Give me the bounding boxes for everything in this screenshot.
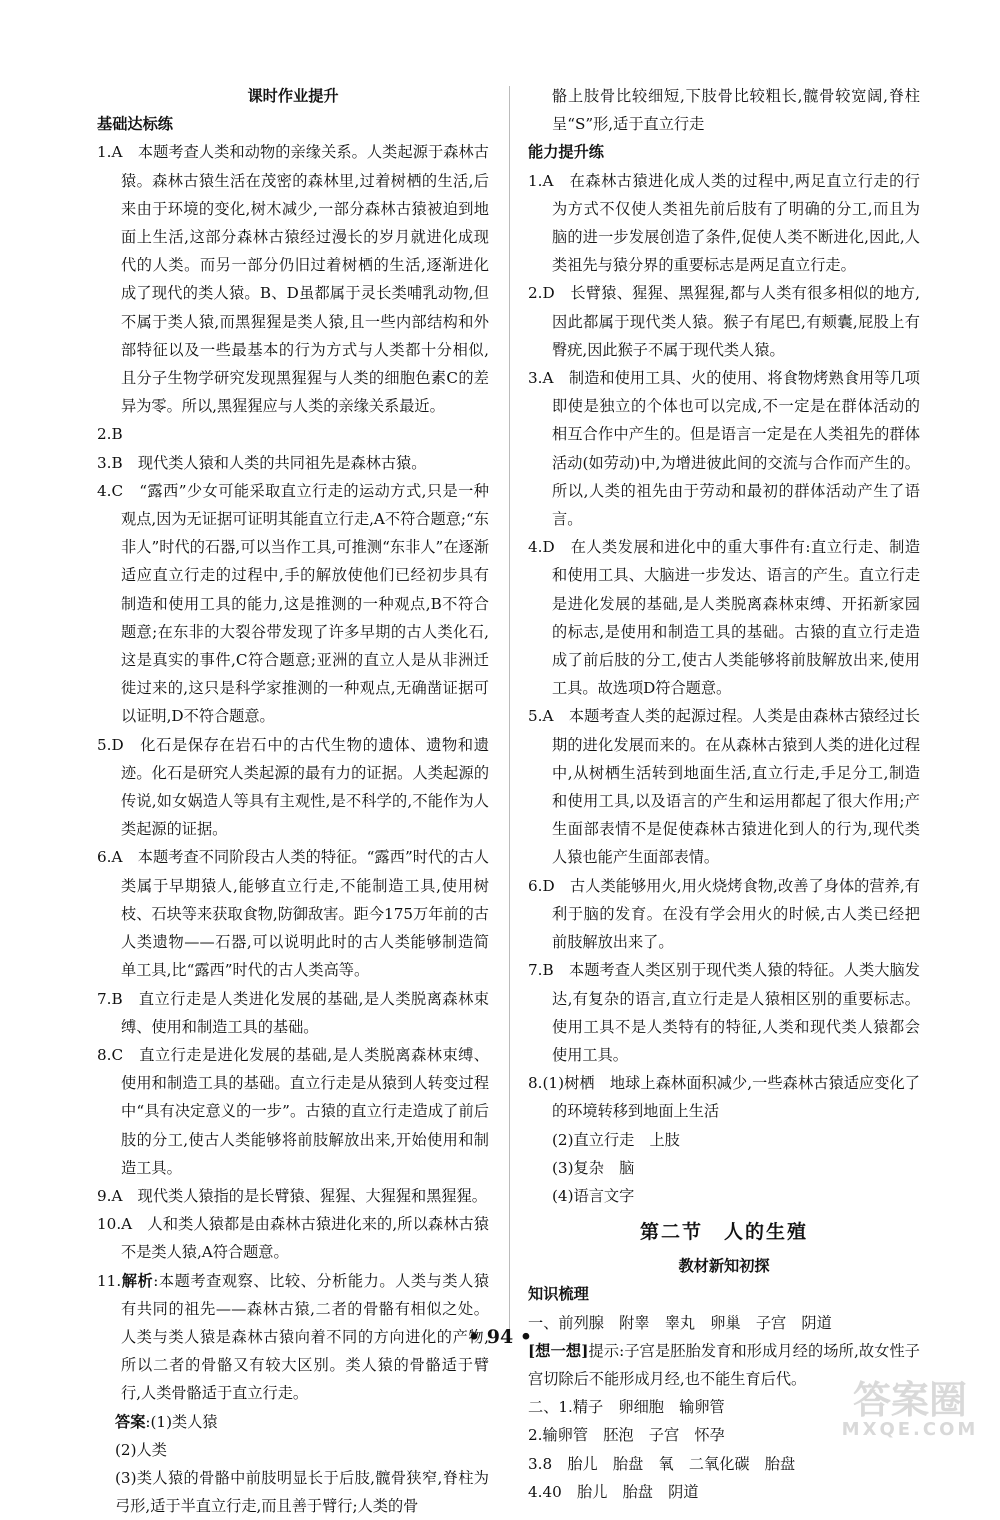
answer-item-6: 6.A 本题考查不同阶段古人类的特征。“露西”时代的古人类属于早期猿人,能够直立行走,不能制造工具,使用树枝、石块等来获取食物,防御敌害。距今175万年前的古人类遗物——石器,可以说明此时的古人类能够制造简单工具,比“露西”时代的古人类高等。 xyxy=(97,848,489,980)
page-number: • 94 • xyxy=(468,1326,532,1348)
right-column xyxy=(528,82,920,1506)
watermark-logo-text: 答案圈 xyxy=(852,1378,967,1422)
ability-item-8-part-3: (3)复杂 脑 xyxy=(552,1158,635,1177)
ability-item-3: 3.A 制造和使用工具、火的使用、将食物烤熟食用等几项即使是独立的个体也可以完成,不一定是在群体活动的相互合作中产生的。但是语言一定是在人类祖先的群体活动(如劳动)中,为增进彼此间的交流与合作而产生的。所以,人类的祖先由于劳动和最初的群体活动产生了语言。 xyxy=(528,369,920,529)
knowledge-line-1: 一、前列腺 附睾 睾丸 卵巢 子宫 阴道 xyxy=(528,1313,832,1332)
answer-11-continued: 骼上肢骨比较细短,下肢骨比较粗长,髋骨较宽阔,脊柱呈“S”形,适于直立行走 xyxy=(552,87,920,134)
ability-item-2: 2.D 长臂猿、猩猩、黑猩猩,都与人类有很多相似的地方,因此都属于现代类人猿。猴子有尾巴,有颊囊,屁股上有臀疣,因此猴子不属于现代类人猿。 xyxy=(528,284,920,359)
knowledge-review-label: 知识梳理 xyxy=(528,1285,589,1304)
left-column xyxy=(97,82,489,1520)
answer-11-part-2: (2)人类 xyxy=(115,1440,167,1459)
homework-title: 课时作业提升 xyxy=(247,87,339,105)
ability-item-5: 5.A 本题考查人类的起源过程。人类是由森林古猿经过长期的进化发展而来的。在从森林古猿到人类的进化过程中,从树栖生活转到地面生活,直立行走,手足分工,制造和使用工具,以及语言的产生和运用都起了很大作用;产生面部表情不是促使森林古猿进化到人的行为,现代类人猿也能产生面部表情。 xyxy=(528,707,920,867)
answer-item-9: 9.A 现代类人猿指的是长臂猿、猩猩、大猩猩和黑猩猩。 xyxy=(97,1186,487,1205)
analysis-label: 解析 xyxy=(121,1271,154,1290)
ability-item-7: 7.B 本题考查人类区别于现代类人猿的特征。人类大脑发达,有复杂的语言,直立行走是人猿相区别的重要标志。使用工具不是人类特有的特征,人类和现代类人猿都会使用工具。 xyxy=(528,961,920,1064)
answer-11-part-1: 答案:(1)类人猿 xyxy=(115,1412,218,1431)
ability-item-8-part-4: (4)语言文字 xyxy=(552,1186,635,1205)
think-text: 提示:子宫是胚胎发育和形成月经的场所,故女性子宫切除后不能形成月经,也不能生育后代。 xyxy=(528,1341,920,1388)
ability-item-8-part-2: (2)直立行走 上肢 xyxy=(552,1130,680,1149)
section-basic-practice: 基础达标练 xyxy=(97,115,173,134)
answer-item-8: 8.C 直立行走是进化发展的基础,是人类脱离森林束缚、使用和制造工具的基础。直立行走是从猿到人转变过程中“具有决定意义的一步”。古猿的直立行走造成了前后肢的分工,使古人类能够将前肢解放出来,开始使用和制造工具。 xyxy=(97,1045,489,1177)
watermark-domain: MXQE.COM xyxy=(841,1419,979,1440)
knowledge-line-2-2: 2.输卵管 胚泡 子宫 怀孕 xyxy=(528,1426,725,1445)
answer-item-4: 4.C “露西”少女可能采取直立行走的运动方式,只是一种观点,因为无证据可证明其能直立行走,A不符合题意;“东非人”时代的石器,可以当作工具,可推测“东非人”在逐渐适应直立行走的过程中,手的解放使他们已经初步具有制造和使用工具的能力,这是推测的一种观点,B不符合题意;在东非的大裂谷带发现了许多早期的古人类化石,这是真实的事件,C符合题意;亚洲的直立人是从非洲迁徙过来的,这只是科学家推测的一种观点,无确凿证据可以证明,D不符合题意。 xyxy=(97,481,489,726)
section-heading: 第二节 人的生殖 xyxy=(639,1221,808,1244)
section-ability-practice: 能力提升练 xyxy=(528,143,604,162)
ability-item-4: 4.D 在人类发展和进化中的重大事件有:直立行走、制造和使用工具、大脑进一步发达、语言的产生。直立行走是进化发展的基础,是人类脱离森林束缚、开拓新家园的标志,是使用和制造工具的基础。古猿的直立行走造成了前后肢的分工,使古人类能够将前肢解放出来,使用工具。故选项D符合题意。 xyxy=(528,538,920,698)
knowledge-line-2-3: 3.8 胎儿 胎盘 氧 二氧化碳 胎盘 xyxy=(528,1454,796,1473)
answer-label: 答案 xyxy=(115,1412,146,1431)
answer-item-5: 5.D 化石是保存在岩石中的古代生物的遗体、遗物和遗迹。化石是研究人类起源的最有力的证据。人类起源的传说,如女娲造人等具有主观性,是不科学的,不能作为人类起源的证据。 xyxy=(97,735,489,839)
knowledge-line-2-4: 4.40 胎儿 胎盘 阴道 xyxy=(528,1482,699,1501)
site-watermark xyxy=(830,1380,990,1440)
knowledge-line-2-1: 二、1.精子 卵细胞 输卵管 xyxy=(528,1398,725,1417)
ability-item-6: 6.D 古人类能够用火,用火烧烤食物,改善了身体的营养,有利于脑的发育。在没有学会用火的时候,古人类已经把前肢解放出来了。 xyxy=(528,876,920,952)
sub-heading: 教材新知初探 xyxy=(678,1257,770,1276)
answer-item-1: 1.A 本题考查人类和动物的亲缘关系。人类起源于森林古猿。森林古猿生活在茂密的森林里,过着树栖的生活,后来由于环境的变化,树木减少,一部分森林古猿被迫到地面上生活,这部分森林古猿经过漫长的岁月就进化成现代的人类。而另一部分仍旧过着树栖的生活,逐渐进化成了现代的类人猿。B、D虽都属于灵长类哺乳动物,但不属于类人猿,而黑猩猩是类人猿,且一些内部结构和外部特征以及一些最基本的行为方式与人类都十分相似,且分子生物学研究发现黑猩猩与人类的细胞色素C的差异为零。所以,黑猩猩应与人类的亲缘关系最近。 xyxy=(97,143,489,416)
analysis-text: :本题考查观察、比较、分析能力。人类与类人猿有共同的祖先——森林古猿,二者的骨骼有相似之处。人类与类人猿是森林古猿向着不同的方向进化的产物,所以二者的骨骼又有较大区别。类人猿的骨骼适于臂行,人类骨骼适于直立行走。 xyxy=(121,1271,490,1403)
answer-11-part-3: (3)类人猿的骨骼中前肢明显长于后肢,髋骨狭窄,脊柱为弓形,适于半直立行走,而且善于臂行;人类的骨 xyxy=(115,1468,489,1516)
answer-item-2: 2.B xyxy=(97,425,123,444)
column-divider xyxy=(509,86,510,1331)
ability-item-8: 8.(1)树栖 地球上森林面积减少,一些森林古猿适应变化了的环境转移到地面上生活 xyxy=(528,1074,920,1121)
ability-item-1: 1.A 在森林古猿进化成人类的过程中,两足直立行走的行为方式不仅使人类祖先前后肢有了明确的分工,而且为脑的进一步发展创造了条件,促使人类不断进化,因此,人类祖先与猿分界的重要标志是两足直立行走。 xyxy=(528,171,920,275)
think-label: [想一想] xyxy=(528,1341,589,1360)
item-11-number: 11. xyxy=(97,1271,122,1290)
answer-item-7: 7.B 直立行走是人类进化发展的基础,是人类脱离森林束缚、使用和制造工具的基础。 xyxy=(97,989,489,1036)
answer-item-3: 3.B 现代类人猿和人类的共同祖先是森林古猿。 xyxy=(97,453,427,472)
answer-item-10: 10.A 人和类人猿都是由森林古猿进化来的,所以森林古猿不是类人猿,A符合题意。 xyxy=(97,1215,489,1262)
